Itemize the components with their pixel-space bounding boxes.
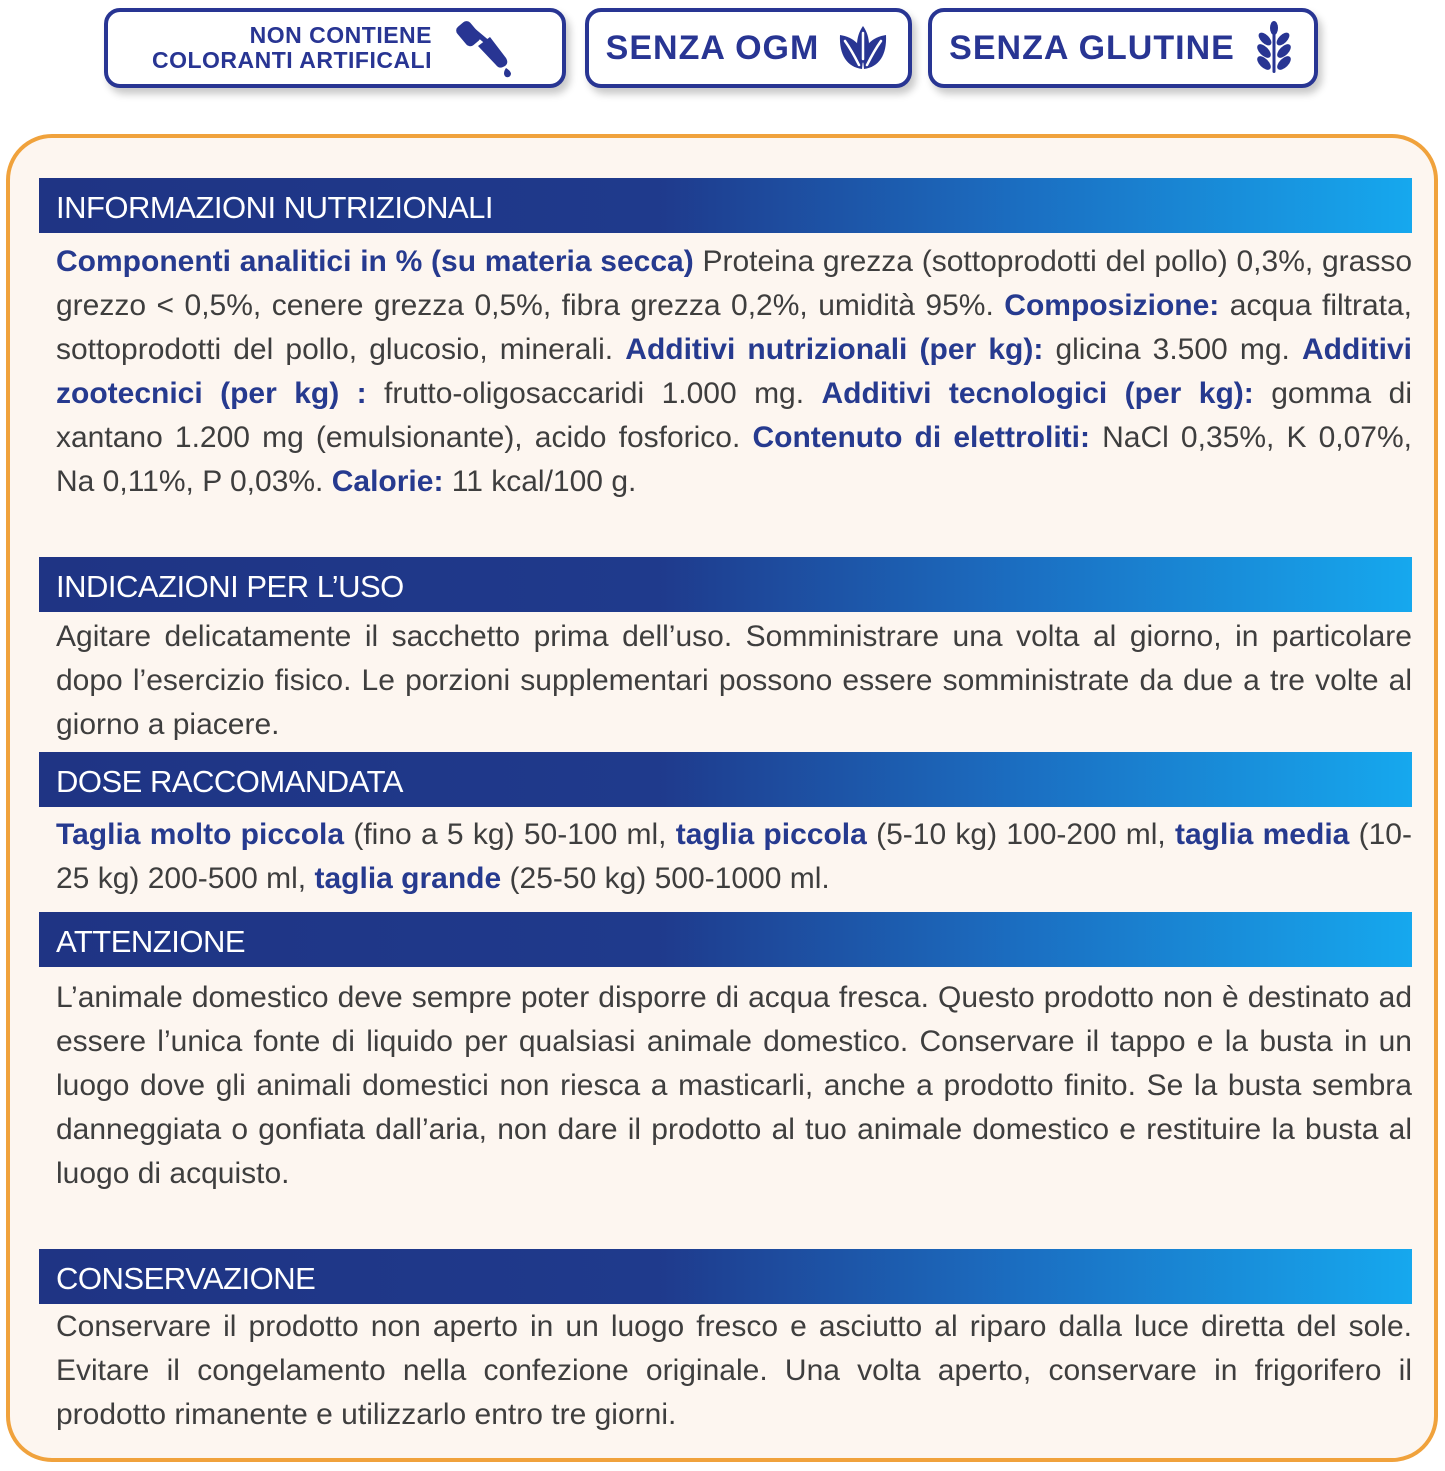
leaf-icon	[835, 23, 891, 73]
section-body-warning: L’animale domestico deve sempre poter disporre di acqua fresca. Questo prodotto non è destinato ad essere l’unica fonte di liquido per qualsiasi animale domestico. Conservare il tappo e la busta in un luogo dove gli animali domestici non riesca a masticarli, anche a prodotto finito. Se la busta sembra danneggiata o gonfiata dall’aria, non dare il prodotto al tuo animale domestico e restituire la busta al luogo di acquisto.	[56, 981, 1412, 1190]
section-header-dosage: DOSE RACCOMANDATA	[39, 752, 1412, 807]
dose-very-small-text: (fino a 5 kg) 50-100 ml,	[344, 818, 676, 851]
dose-large-text: (25-50 kg) 500-1000 ml.	[501, 862, 830, 895]
electrolytes-label: Contenuto di elettroliti:	[752, 421, 1090, 454]
badge-no-gluten	[928, 8, 1318, 88]
section-body-usage: Agitare delicatamente il sacchetto prima dell’uso. Somministrare una volta al giorno, in particolare dopo l’esercizio fisico. Le porzioni supplementari possono essere somministrate da due a tre volte al giorno a piacere.	[56, 620, 1412, 741]
badge-no-gluten-label: SENZA GLUTINE	[949, 28, 1235, 67]
calories-label: Calorie:	[331, 465, 444, 498]
section-header-storage: CONSERVAZIONE	[39, 1249, 1412, 1304]
technological-additives-text: gomma di xantano 1.200 mg (emulsionante), acido fosforico.	[56, 377, 1413, 454]
technological-additives-label: Additivi tecnologici (per kg):	[821, 377, 1254, 410]
section-header-usage: INDICAZIONI PER L’USO	[39, 557, 1412, 612]
badge-no-gmo-label: SENZA OGM	[605, 28, 820, 67]
dose-medium-label: taglia media	[1175, 818, 1350, 851]
nutritional-additives-text: glicina 3.500 mg.	[1043, 333, 1302, 366]
section-header-warning: ATTENZIONE	[39, 912, 1412, 967]
zootechnical-additives-label: Additivi zootecnici (per kg) :	[56, 333, 1412, 410]
badge-no-gmo	[585, 8, 912, 88]
components-label: Componenti analitici in % (su materia secca)	[56, 245, 694, 278]
section-body-dosage	[56, 813, 1412, 901]
dose-large-label: taglia grande	[314, 862, 502, 895]
dose-very-small-label: Taglia molto piccola	[56, 818, 345, 851]
composition-label: Composizione:	[1004, 289, 1220, 322]
zootechnical-additives-text: frutto-oligosaccaridi 1.000 mg.	[366, 377, 822, 410]
badge-no-colors-line2: COLORANTI ARTIFICALI	[151, 47, 432, 73]
electrolytes-text: NaCl 0,35%, K 0,07%, Na 0,11%, P 0,03%.	[56, 421, 1412, 498]
dropper-icon	[456, 16, 518, 80]
dose-medium-text: (10-25 kg) 200-500 ml,	[56, 818, 1412, 895]
dose-small-text: (5-10 kg) 100-200 ml,	[866, 818, 1175, 851]
components-text: Proteina grezza (sottoprodotti del pollo) 0,3%, grasso grezzo < 0,5%, cenere grezza 0,5%, fibra grezza 0,2%, umidità 95%.	[56, 245, 1413, 322]
section-body-storage: Conservare il prodotto non aperto in un luogo fresco e asciutto al riparo dalla luce diretta del sole. Evitare il congelamento nella confezione originale. Una volta aperto, conservare in frigorifero il prodotto rimanente e utilizzarlo entro tre giorni.	[56, 1310, 1412, 1431]
badge-no-colors-line1: NON CONTIENE	[249, 22, 432, 48]
badge-no-artificial-colors	[104, 8, 566, 88]
composition-text: acqua filtrata, sottoprodotti del pollo, glucosio, minerali.	[56, 289, 1413, 366]
nutritional-additives-label: Additivi nutrizionali (per kg):	[625, 333, 1044, 366]
section-body-nutrition	[56, 240, 1412, 504]
dose-small-label: taglia piccola	[675, 818, 867, 851]
section-header-nutrition: INFORMAZIONI NUTRIZIONALI	[39, 178, 1412, 233]
product-info-panel	[6, 134, 1438, 1462]
calories-text: 11 kcal/100 g.	[443, 465, 637, 498]
wheat-icon	[1251, 21, 1297, 75]
